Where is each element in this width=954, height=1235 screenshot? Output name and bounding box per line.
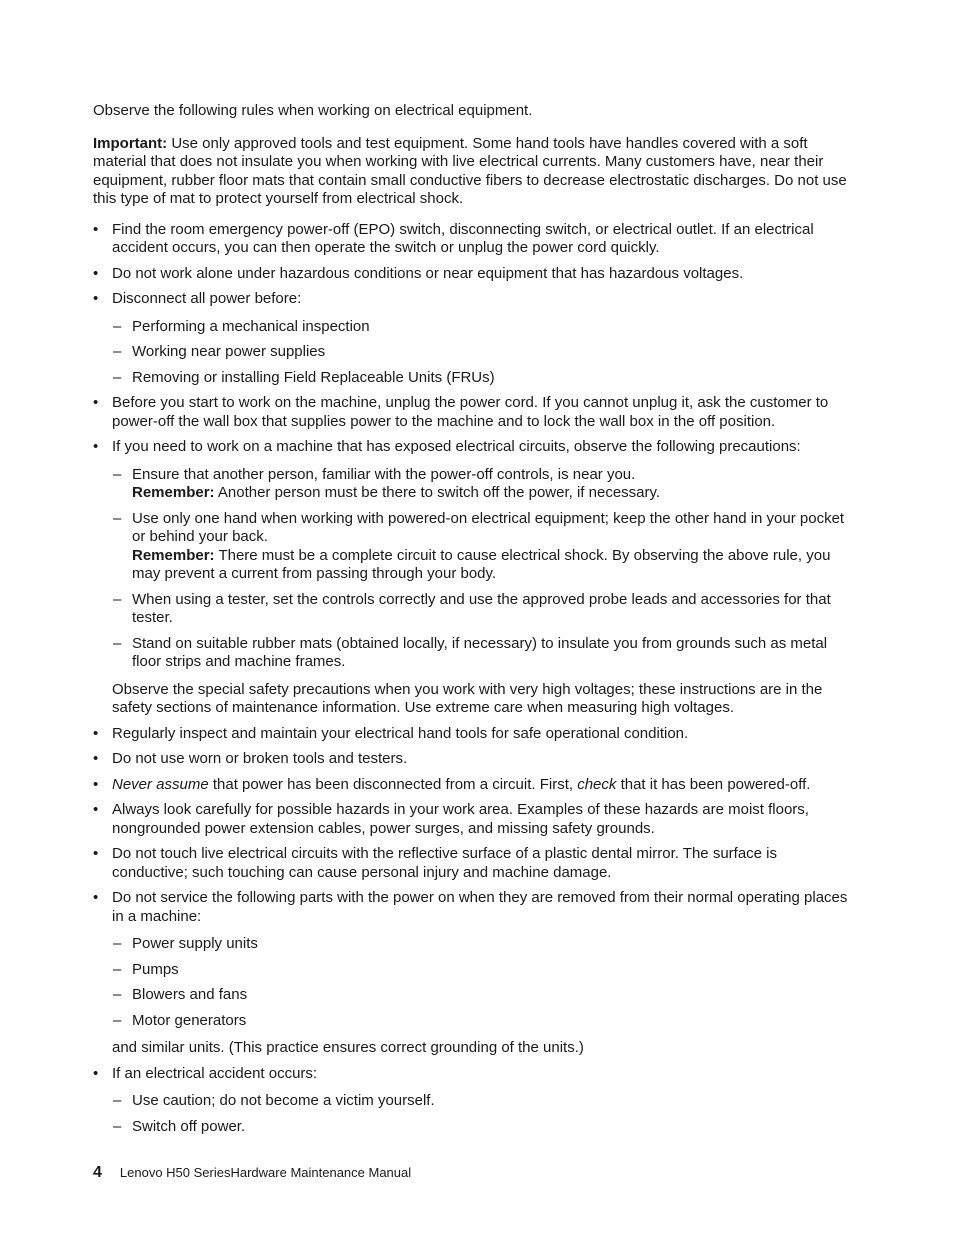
important-note <box>93 135 853 209</box>
bullet: • <box>93 775 99 793</box>
sub-item <box>112 466 853 503</box>
bullet: • <box>93 1064 99 1082</box>
parts-note: and similar units. (This practice ensures correct grounding of the units.) <box>112 1039 584 1056</box>
sub-item-text: Blowers and fans <box>132 986 248 1003</box>
sub-item <box>112 343 853 362</box>
sub-item <box>112 1012 853 1031</box>
sub-list <box>112 935 853 1030</box>
manual-title: Lenovo H50 SeriesHardware Maintenance Manual <box>119 1165 412 1180</box>
sub-list <box>112 1092 853 1136</box>
important-text: Use only approved tools and test equipment. Some hand tools have handles covered with a soft material that does not insulate you when working with live electrical currents. Many customers have, near their equipment, rubber floor mats that contain small conductive fibers to decrease electrostatic discharges. Do not use this type of mat to protect yourself from electrical shock. <box>93 134 847 207</box>
never-assume-emphasis: Never assume <box>112 775 209 793</box>
intro-text: Observe the following rules when working on electrical equipment. <box>93 102 533 119</box>
sub-item-text: Power supply units <box>132 935 258 952</box>
sub-item-text: When using a tester, set the controls correctly and use the approved probe leads and accessories for that tester. <box>132 590 831 626</box>
sub-item <box>112 369 853 388</box>
item-text: that it has been powered-off. <box>620 775 811 793</box>
page-footer <box>93 1164 411 1183</box>
item-text: Do not use worn or broken tools and testers. <box>112 750 408 767</box>
remember-text: There must be a complete circuit to cause electrical shock. By observing the above rule, you may prevent a current from passing through your body. <box>132 546 831 582</box>
dash: – <box>113 986 122 1003</box>
sub-item <box>112 510 853 584</box>
sub-item-text: Working near power supplies <box>132 343 326 360</box>
item-text: Regularly inspect and maintain your electrical hand tools for safe operational condition. <box>112 724 689 742</box>
check-emphasis: check <box>577 775 617 793</box>
sub-list <box>112 318 853 388</box>
bullet: • <box>93 290 99 307</box>
bullet: • <box>93 438 99 455</box>
sub-item <box>112 1092 853 1111</box>
item-text: If you need to work on a machine that has exposed electrical circuits, observe the following precautions: <box>112 438 801 455</box>
high-voltage-note: Observe the special safety precautions when you work with very high voltages; these instructions are in the safety sections of maintenance information. Use extreme care when measuring high voltages. <box>112 680 823 716</box>
bullet: • <box>93 264 99 282</box>
sub-item-text: Use only one hand when working with powered-on electrical equipment; keep the other hand in your pocket or behind your back. <box>132 509 845 545</box>
list-item <box>93 265 853 284</box>
item-text: Before you start to work on the machine, unplug the power cord. If you cannot unplug it, ask the customer to power-off the wall box that supplies power to the machine and to lock the wall box in the off position. <box>112 394 829 430</box>
list-item <box>93 394 853 431</box>
sub-item-text: Motor generators <box>132 1011 247 1029</box>
dash: – <box>113 1117 122 1135</box>
sub-item-text: Removing or installing Field Replaceable Units (FRUs) <box>132 368 495 386</box>
bullet: • <box>93 889 99 906</box>
list-item <box>93 750 853 769</box>
dash: – <box>113 634 122 652</box>
sub-item <box>112 961 853 980</box>
list-item <box>93 438 853 718</box>
list-item <box>93 290 853 387</box>
dash: – <box>113 317 122 335</box>
list-item <box>93 845 853 882</box>
sub-item <box>112 635 853 672</box>
sub-item <box>112 318 853 337</box>
bullet: • <box>93 220 99 238</box>
sub-item-text: Switch off power. <box>132 1117 246 1135</box>
important-label: Important: <box>93 134 168 152</box>
dash: – <box>113 343 122 360</box>
list-item <box>93 1065 853 1137</box>
dash: – <box>113 1092 122 1109</box>
item-text: Do not touch live electrical circuits with the reflective surface of a plastic dental mirror. The surface is conductive; such touching can cause personal injury and machine damage. <box>112 845 778 881</box>
list-item <box>93 889 853 1058</box>
bullet: • <box>93 394 99 411</box>
page-number: 4 <box>93 1164 102 1181</box>
bullet: • <box>93 750 99 767</box>
item-text: Always look carefully for possible hazards in your work area. Examples of these hazards are moist floors, nongrounded power extension cables, power surges, and missing safety grounds. <box>112 801 809 837</box>
dash: – <box>113 590 122 608</box>
item-text: If an electrical accident occurs: <box>112 1064 318 1082</box>
sub-item-text: Ensure that another person, familiar with the power-off controls, is near you. <box>132 465 636 483</box>
list-item <box>93 725 853 744</box>
sub-item <box>112 1118 853 1137</box>
sub-item-text: Performing a mechanical inspection <box>132 317 370 335</box>
dash: – <box>113 509 122 527</box>
sub-item <box>112 986 853 1005</box>
item-text: Do not work alone under hazardous conditions or near equipment that has hazardous voltages. <box>112 264 744 282</box>
page-content <box>93 102 853 1143</box>
remember-label: Remember: <box>132 546 215 564</box>
bullet: • <box>93 801 99 818</box>
sub-list <box>112 466 853 672</box>
item-text: Do not service the following parts with the power on when they are removed from their normal operating places in a machine: <box>112 889 848 925</box>
remember-label: Remember: <box>132 484 215 501</box>
bullet: • <box>93 724 99 742</box>
list-item <box>93 776 853 795</box>
item-text: Disconnect all power before: <box>112 290 302 307</box>
list-item <box>93 801 853 838</box>
dash: – <box>113 368 122 386</box>
sub-item-text: Stand on suitable rubber mats (obtained locally, if necessary) to insulate you from grounds such as metal floor strips and machine frames. <box>132 634 828 670</box>
remember-text: Another person must be there to switch off the power, if necessary. <box>217 484 661 501</box>
item-text: Find the room emergency power-off (EPO) switch, disconnecting switch, or electrical outlet. If an electrical accident occurs, you can then operate the switch or unplug the power cord quickly. <box>112 220 814 256</box>
sub-item-text: Use caution; do not become a victim yourself. <box>132 1092 435 1109</box>
item-text: that power has been disconnected from a circuit. First, <box>212 775 574 793</box>
sub-item <box>112 591 853 628</box>
dash: – <box>113 1011 122 1029</box>
dash: – <box>113 935 122 952</box>
dash: – <box>113 465 122 483</box>
sub-item <box>112 935 853 954</box>
sub-item-text: Pumps <box>132 960 179 978</box>
bullet: • <box>93 845 99 862</box>
dash: – <box>113 960 122 978</box>
list-item <box>93 221 853 258</box>
